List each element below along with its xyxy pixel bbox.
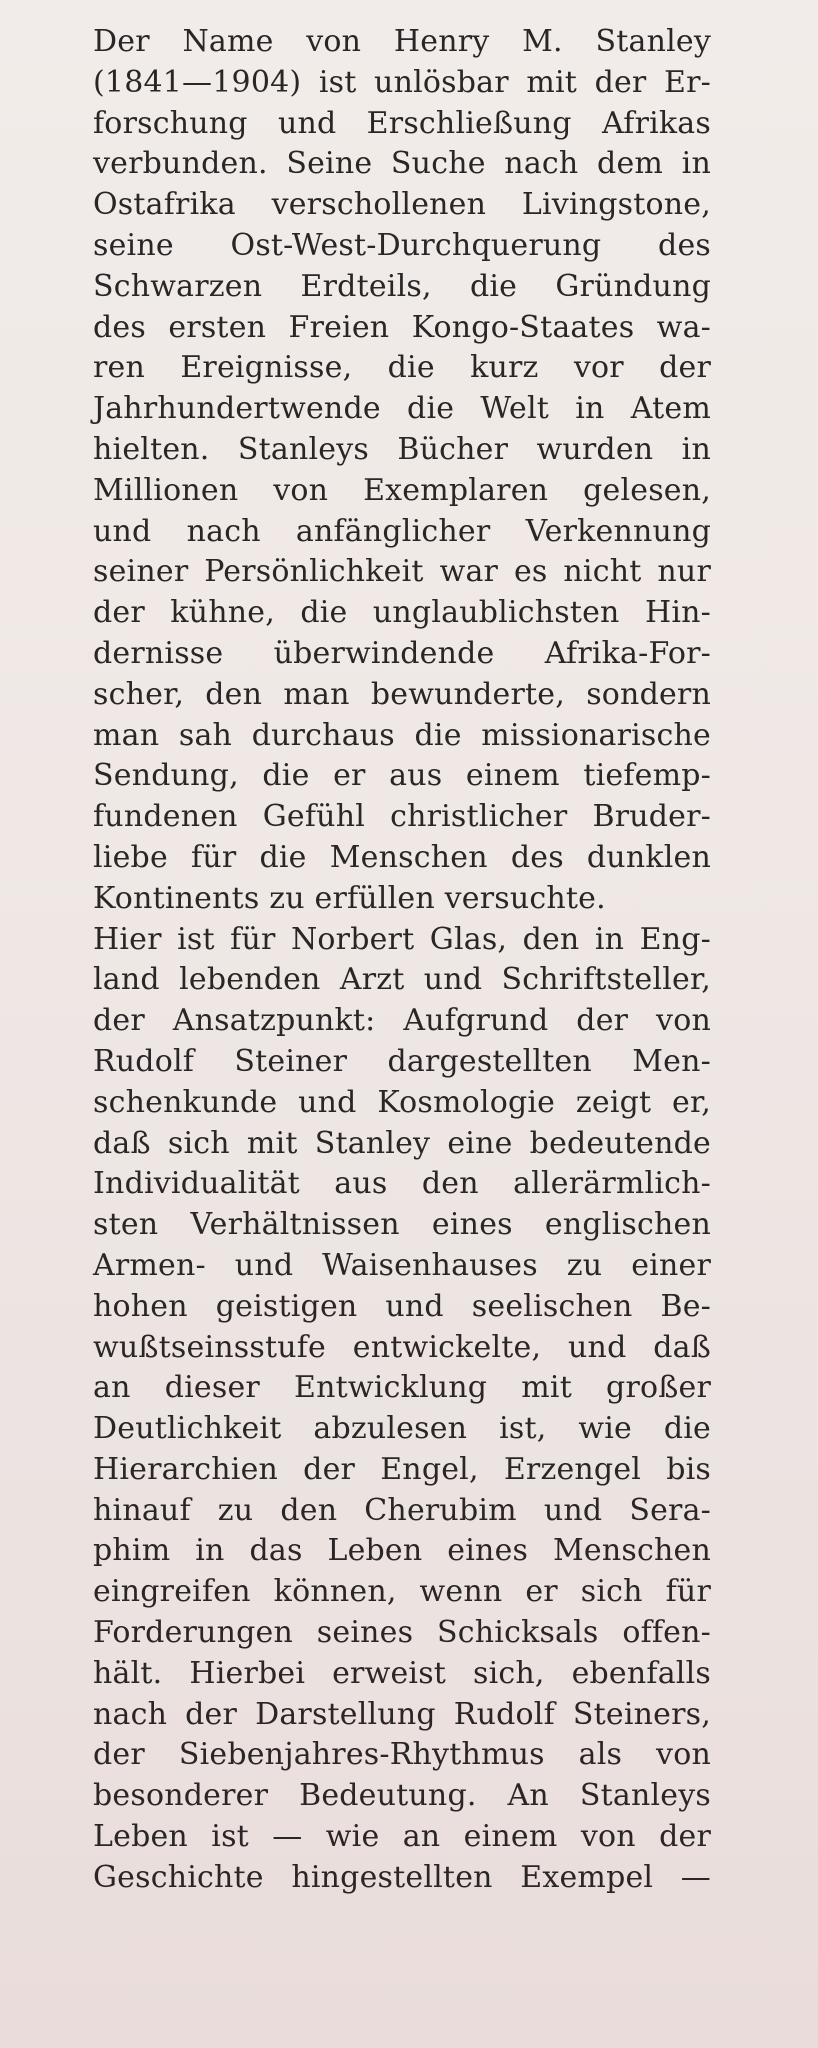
text-line: der Ansatzpunkt: Aufgrund der von bbox=[93, 1003, 711, 1039]
text-line: Leben ist — wie an einem von der bbox=[93, 1819, 711, 1855]
text-line: besonderer Bedeutung. An Stanleys bbox=[93, 1778, 711, 1814]
text-line: Schwarzen Erdteils, die Gründung bbox=[93, 268, 711, 304]
text-line: daß sich mit Stanley eine bedeutende bbox=[93, 1125, 711, 1161]
text-line: Jahrhundertwende die Welt in Atem bbox=[93, 391, 711, 427]
text-line: forschung und Erschließung Afrikas bbox=[93, 105, 711, 141]
text-line: (1841—1904) ist unlösbar mit der Er- bbox=[93, 64, 711, 100]
text-line: fundenen Gefühl christlicher Bruder- bbox=[93, 799, 711, 835]
text-line: der Siebenjahres-Rhythmus als von bbox=[93, 1737, 711, 1773]
text-line: wußtseinsstufe entwickelte, und daß bbox=[93, 1329, 711, 1365]
text-line: Geschichte hingestellten Exempel — bbox=[93, 1859, 711, 1895]
text-line: hält. Hierbei erweist sich, ebenfalls bbox=[93, 1655, 711, 1691]
text-line: Der Name von Henry M. Stanley bbox=[93, 24, 711, 59]
text-line: seine Ost-West-Durchquerung des bbox=[93, 227, 711, 263]
text-line: hohen geistigen und seelischen Be- bbox=[93, 1288, 711, 1324]
text-line: ren Ereignisse, die kurz vor der bbox=[93, 350, 711, 386]
paragraph-1 bbox=[93, 22, 711, 920]
text-line: eingreifen können, wenn er sich für bbox=[93, 1574, 711, 1610]
text-line: Individualität aus den allerärmlich- bbox=[93, 1166, 711, 1202]
text-line: Kontinents zu erfüllen versuchte. bbox=[93, 880, 606, 916]
text-line: Forderungen seines Schicksals offen- bbox=[93, 1615, 711, 1651]
text-line: Deutlichkeit abzulesen ist, wie die bbox=[93, 1411, 711, 1447]
text-line: seiner Persönlichkeit war es nicht nur bbox=[93, 554, 711, 590]
text-line: der kühne, die unglaublichsten Hin- bbox=[93, 595, 711, 631]
text-line: Hierarchien der Engel, Erzengel bis bbox=[93, 1451, 711, 1487]
text-line: an dieser Entwicklung mit großer bbox=[93, 1370, 711, 1406]
text-line: hinauf zu den Cherubim und Sera- bbox=[93, 1492, 711, 1528]
book-page-text bbox=[93, 22, 711, 1899]
text-line: dernisse überwindende Afrika-For- bbox=[93, 635, 711, 671]
text-line: nach der Darstellung Rudolf Steiners, bbox=[93, 1696, 711, 1732]
text-line: liebe für die Menschen des dunklen bbox=[93, 839, 711, 875]
text-line: verbunden. Seine Suche nach dem in bbox=[93, 146, 711, 182]
text-line: und nach anfänglicher Verkennung bbox=[93, 513, 711, 549]
text-line: Ostafrika verschollenen Livingstone, bbox=[93, 187, 711, 223]
text-line: Hier ist für Norbert Glas, den in Eng- bbox=[93, 921, 711, 957]
paragraph-2 bbox=[93, 920, 711, 1899]
text-line: schenkunde und Kosmologie zeigt er, bbox=[93, 1084, 711, 1120]
text-line: hielten. Stanleys Bücher wurden in bbox=[93, 431, 711, 467]
text-line: des ersten Freien Kongo-Staates wa- bbox=[93, 309, 711, 345]
text-line: sten Verhältnissen eines englischen bbox=[93, 1207, 711, 1243]
text-line: land lebenden Arzt und Schriftsteller, bbox=[93, 962, 711, 998]
text-line: Sendung, die er aus einem tiefemp- bbox=[93, 758, 711, 794]
text-line: man sah durchaus die missionarische bbox=[93, 717, 711, 753]
text-line: Rudolf Steiner dargestellten Men- bbox=[93, 1043, 711, 1079]
text-line: phim in das Leben eines Menschen bbox=[93, 1533, 711, 1569]
text-line: scher, den man bewunderte, sondern bbox=[93, 676, 711, 712]
text-line: Armen- und Waisenhauses zu einer bbox=[93, 1247, 711, 1283]
text-line: Millionen von Exemplaren gelesen, bbox=[93, 472, 711, 508]
